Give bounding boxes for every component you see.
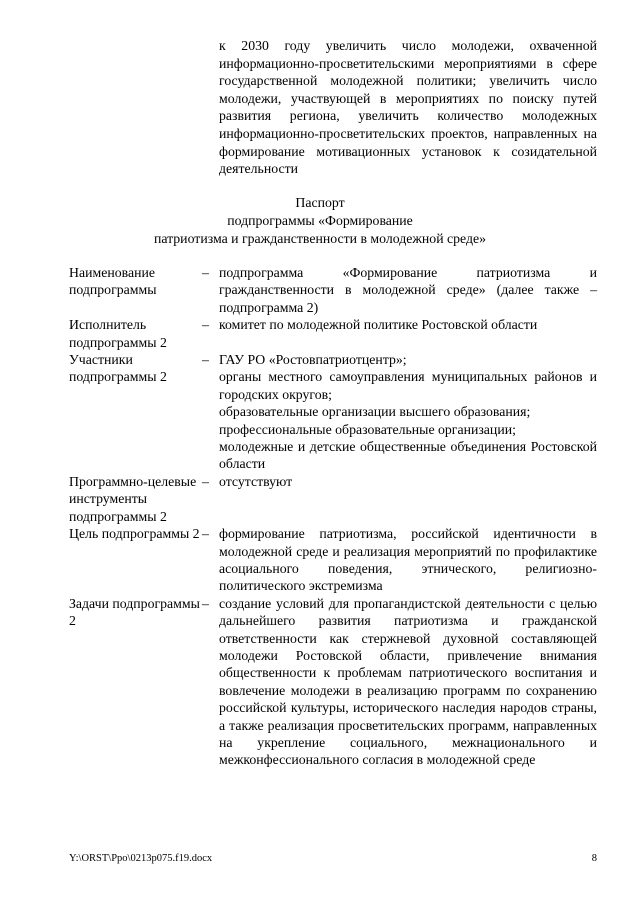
row-value-line: подпрограмма «Формирование патриотизма и гражданственности в молодежной среде» (далее также – подпрограмма 2) [219, 265, 597, 315]
row-value-line: создание условий для пропагандистской деятельности с целью дальнейшего развития патриотизма и гражданской ответственности как стержневой духовной составляющей молодежи Ростовской области, привлечение внимания общественности к проблемам патриотического воспитания и вовлечение молодежи в реализацию программ по сохранению российской культуры, исторического наследия народов страны, а также реализация просветительских программ, направленных на укрепление социального, межнационального и межконфессионального согласия в молодежной среде [219, 595, 597, 768]
row-dash: – [202, 352, 209, 368]
row-dash: – [202, 265, 209, 280]
row-label: Задачи подпрограммы 2 [69, 595, 200, 629]
row-label: Участники подпрограммы 2 [69, 352, 167, 385]
passport-table [69, 264, 597, 769]
row-value-line: образовательные организации высшего образования; [219, 404, 531, 420]
passport-row-participants [69, 351, 597, 473]
row-value [219, 264, 597, 316]
row-value-line: комитет по молодежной политике Ростовской области [219, 317, 538, 333]
row-value [219, 473, 597, 525]
passport-title-line3: патриотизма и гражданственности в молодежной среде» [153, 230, 487, 246]
row-value-line: органы местного самоуправления муниципальных районов и городских округов; [219, 369, 597, 402]
row-value [219, 595, 597, 769]
row-label: Цель подпрограммы 2 [69, 526, 200, 542]
row-dash: – [202, 473, 209, 489]
page-number: 8 [591, 853, 597, 864]
intro-paragraph [219, 37, 597, 178]
file-path: Y:\ORST\Ppo\0213p075.f19.docx [69, 853, 213, 864]
intro-text: к 2030 году увеличить число молодежи, охваченной информационно-просветительскими мероприятиями в сфере государственной молодежной политики; увеличить число молодежи, участвующей в мероприятиях по поиску путей развития региона, увеличить количество молодежных информационно-просветительских проектов, направленных на формирование мотивационных установок к созидательной деятельности [219, 38, 597, 177]
passport-row-tasks [69, 595, 597, 769]
row-value-line: молодежные и детские общественные объединения Ростовской области [219, 439, 597, 472]
passport-title [0, 194, 640, 247]
row-label: Наименование подпрограммы [69, 265, 157, 298]
row-value [219, 316, 597, 351]
row-dash: – [202, 595, 209, 611]
passport-row-name [69, 264, 597, 316]
row-value [219, 351, 597, 473]
row-value-line: профессиональные образовательные организации; [219, 421, 516, 437]
passport-row-instruments [69, 473, 597, 525]
row-dash: – [202, 526, 209, 542]
row-value-line: отсутствуют [219, 473, 293, 489]
passport-title-line2: подпрограммы «Формирование [227, 212, 413, 228]
passport-row-goal [69, 525, 597, 595]
row-label: Программно-целевые инструменты подпрограммы 2 [69, 473, 197, 524]
row-dash: – [202, 317, 209, 333]
passport-row-executor [69, 316, 597, 351]
row-value [219, 525, 597, 595]
row-value-line: ГАУ РО «Ростовпатриотцентр»; [219, 352, 407, 368]
page-footer [69, 853, 597, 864]
row-value-line: формирование патриотизма, российской идентичности в молодежной среде и реализация мероприятий по профилактике асоциального поведения, этнического, религиозно-политического экстремизма [219, 526, 597, 594]
passport-title-line1: Паспорт [295, 195, 345, 210]
row-label: Исполнитель подпрограммы 2 [69, 317, 167, 350]
